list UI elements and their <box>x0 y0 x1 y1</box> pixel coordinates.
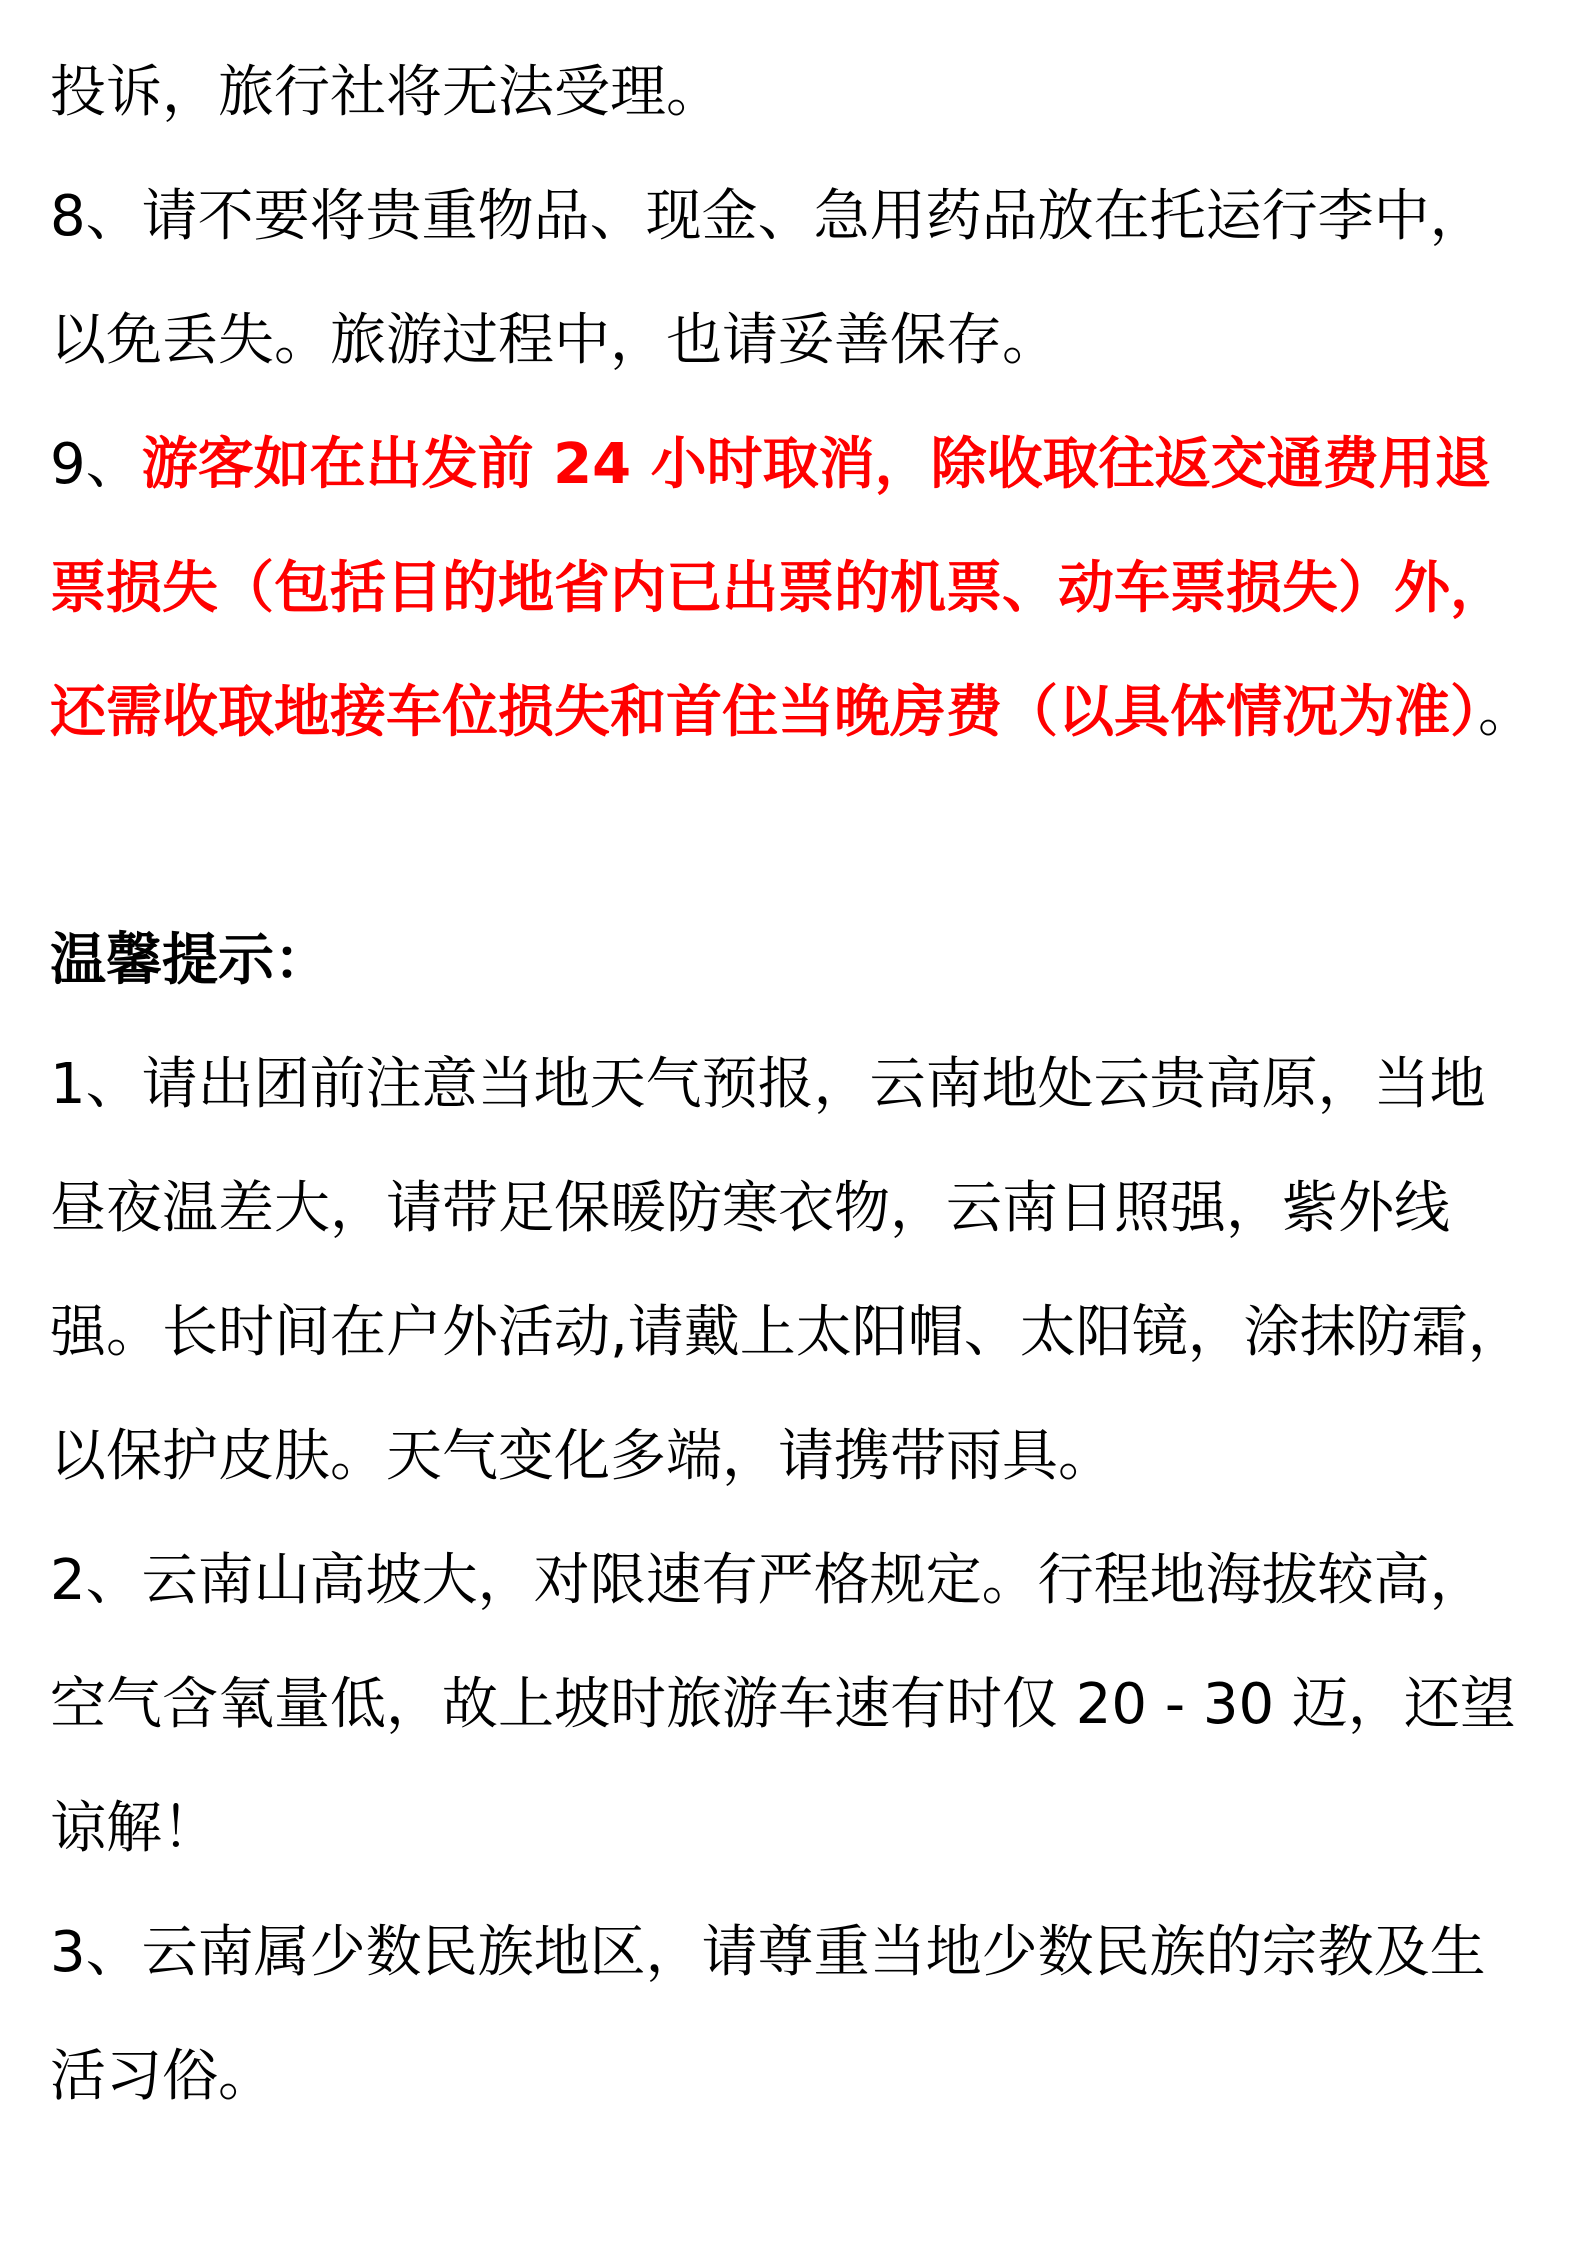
tips-heading: 温馨提示： <box>50 928 330 993</box>
text-line: 3、云南属少数民族地区，请尊重当地少数民族的宗教及生 <box>50 1920 1486 1985</box>
line-text: 投诉，旅行社将无法受理。 <box>50 60 722 125</box>
tips-section <box>50 899 1587 2139</box>
text-line: 活习俗。 <box>50 2044 274 2109</box>
text-line: 2、云南山高坡大，对限速有严格规定。行程地海拔较高， <box>50 1548 1486 1613</box>
text-line: 空气含氧量低，故上坡时旅游车速有时仅 20 - 30 迈，还望 <box>50 1672 1516 1737</box>
paragraph-spacer <box>50 775 1587 899</box>
text-line: 强。长时间在户外活动,请戴上太阳帽、太阳镜，涂抹防霜， <box>50 1300 1524 1365</box>
text-line <box>50 403 1587 527</box>
text-line <box>50 651 1587 775</box>
highlighted-text: 还需收取地接车位损失和首住当晚房费（以具体情况为准） <box>50 680 1478 745</box>
line-end-punctuation: 。 <box>1478 680 1534 745</box>
text-line: 昼夜温差大，请带足保暖防寒衣物，云南日照强，紫外线 <box>50 1176 1450 1241</box>
line-text: 以免丢失。旅游过程中，也请妥善保存。 <box>50 308 1058 373</box>
line-text: 8、请不要将贵重物品、现金、急用药品放在托运行李中， <box>50 184 1486 249</box>
highlighted-text: 游客如在出发前 24 小时取消，除收取往返交通费用退 <box>141 432 1491 497</box>
text-line: 谅解！ <box>50 1796 218 1861</box>
text-line <box>50 527 1587 651</box>
text-line: 以保护皮肤。天气变化多端，请携带雨具。 <box>50 1424 1114 1489</box>
text-line <box>50 279 1587 403</box>
notice-section <box>50 31 1587 775</box>
text-line <box>50 31 1587 155</box>
text-line: 1、请出团前注意当地天气预报，云南地处云贵高原，当地 <box>50 1052 1486 1117</box>
text-line <box>50 155 1587 279</box>
item-number: 9、 <box>50 432 142 497</box>
highlighted-text: 票损失（包括目的地省内已出票的机票、动车票损失）外， <box>50 556 1506 621</box>
